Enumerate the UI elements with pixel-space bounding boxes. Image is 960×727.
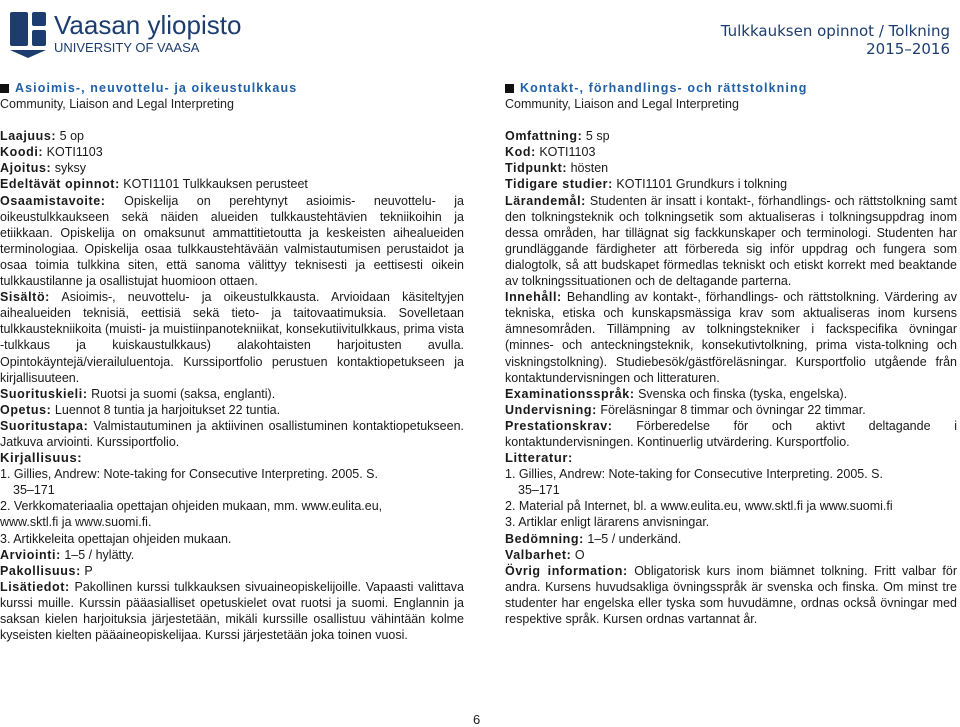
field-prestationskrav: Prestationskrav: Förberedelse för och aktivt deltagande i kontaktundervisningen. Kontinuerlig utvärdering. Kursportfolio.: [505, 418, 957, 449]
field-ovrig-information: Övrig information: Obligatorisk kurs inom biämnet tolkning. Fritt valbar för andra. Kursens huvudsakliga övningsspråk är svenska och finska. Om minst tre studenter har engelska eller tyska som huvudämne, ordnas också övningar med respektive språk. Kursen ordnas vartannat år.: [505, 563, 958, 626]
field-edeltavat: Edeltävät opinnot: KOTI1101 Tulkkauksen perusteet: [0, 177, 308, 192]
literature-item-1: 1. Gillies, Andrew: Note-taking for Consecutive Interpreting. 2005. S.: [0, 467, 378, 482]
field-tidigare-studier: Tidigare studier: KOTI1101 Grundkurs i tolkning: [505, 177, 788, 192]
field-larandemal: Lärandemål: Studenten är insatt i kontakt-, förhandlings- och rättstolkning samt den tolkningsteknik och tolkningsetik som aktualiseras i tolkningsuppdrag inom dessa områden, har tillägnat sig fackkunskaper och terminologi. Studenten har grundläggande färdigheter att förbereda sig inför uppdrag och fungera som dialogtolk, så att budskapet förmedlas tekniskt och etiskt korrekt med beaktande av tolkningssituationen och de deltagande parterna.: [505, 193, 957, 289]
field-kod: Kod: KOTI1103: [505, 145, 596, 160]
course-title-sv: Kontakt-, förhandlings- och rättstolkning: [505, 80, 957, 96]
field-tidpunkt: Tidpunkt: hösten: [505, 161, 609, 176]
header-years: 2015–2016: [866, 40, 950, 58]
header-title-block: [721, 22, 950, 58]
field-osaamistavoite: Osaamistavoite: Opiskelija on perehtynyt asioimis- neuvottelu- ja oikeustulkkaukseen sekä näiden alueiden tulkkaustehtävien tekniikoihin ja etiikkaan. Opiskelija on omaksunut ammattitietoutta ja keskeisten aihealueiden terminologiaa. Opiskelija osaa tulkkaustehtävään valmistautumisen perustaidot ja osaa toimia tulkkina siten, että sanoma välittyy teknisesti ja eettisesti oikein tulkkaustilanne ja osallistujat huomioon ottaen.: [0, 193, 464, 289]
literature-item-1-pages: 35–171: [13, 483, 55, 498]
course-subtitle-en: Community, Liaison and Legal Interpreting: [505, 97, 739, 112]
literature-item-2-cont: www.sktl.fi ja www.suomi.fi.: [0, 515, 152, 530]
field-sisalto: Sisältö: Asioimis-, neuvottelu- ja oikeustulkkausta. Arvioidaan käsiteltyjen aihealueiden teknisiä, eettisiä sekä tieto- ja taitovaatimuksia. Sovelletaan tulkkaustekniikoita (muisti- ja muistiinpanotekniikat, konsekutiivitulkkaus, prima vista -tulkkaus ja kuiskaustulkkaus) alakohtaisten harjoitusten avulla. Opintokäyntejä/vierailuluentoja. Kurssiportfolio perustuen kontaktiopetukseen ja kirjallisuuteen.: [0, 290, 464, 385]
field-bedomning: Bedömning: 1–5 / underkänd.: [505, 531, 682, 546]
field-innehall: Innehåll: Behandling av kontakt-, förhandlings- och rättstolkning. Värdering av tekniska, etiska och kunskapsmässiga krav som aktualiseras inom kursens ämnesområden. Tillämpning av tolkningstekniker i fackspecifika övningar (minnes- och anteckningsteknik, konsekutivtolkning, prima vista-tolkning och viskningstolkning). Studiebesök/gästföreläsningar. Kursportfolio utgående från kontaktundervisningen och litteraturen.: [505, 290, 957, 385]
field-undervisning: Undervisning: Föreläsningar 8 timmar och övningar 22 timmar.: [505, 402, 866, 417]
literature-item-3: 3. Artiklar enligt lärarens anvisningar.: [505, 515, 710, 530]
field-lisatiedot: Lisätiedot: Pakollinen kurssi tulkkauksen sivuaineopiskelijoille. Vapaasti valittava kurssi muille. Kurssin pääasialliset opetuskielet ovat ruotsi ja suomi. Englannin ja saksan kielen harjoituksia järjestetään, mikäli kurssille osallistuu vähintään kolme kyseisten kielten pääaineopiskelijaa. Kurssi järjestetään joka toinen vuosi.: [0, 579, 464, 643]
course-subtitle-en: Community, Liaison and Legal Interpreting: [0, 97, 234, 112]
left-column: [0, 80, 464, 643]
literature-item-2: 2. Verkkomateriaalia opettajan ohjeiden mukaan, mm. www.eulita.eu,: [0, 499, 383, 514]
field-pakollisuus: Pakollisuus: P: [0, 563, 93, 578]
field-laajuus: Laajuus: 5 op: [0, 129, 85, 144]
field-valbarhet: Valbarhet: O: [505, 547, 585, 562]
field-suorituskieli: Suorituskieli: Ruotsi ja suomi (saksa, englanti).: [0, 386, 276, 401]
literature-item-3: 3. Artikkeleita opettajan ohjeiden mukaan.: [0, 531, 232, 546]
header-title: Tulkkauksen opinnot / Tolkning: [720, 22, 950, 40]
page-header: [0, 0, 960, 68]
logo-name: Vaasan yliopisto: [54, 10, 242, 40]
field-ajoitus: Ajoitus: syksy: [0, 161, 87, 176]
field-arviointi: Arviointi: 1–5 / hylätty.: [0, 547, 135, 562]
literature-item-1-pages: 35–171: [518, 483, 560, 498]
logo-subtitle: UNIVERSITY OF VAASA: [54, 40, 200, 55]
field-suoritustapa: Suoritustapa: Valmistautuminen ja aktiivinen osallistuminen kontaktiopetukseen. Jatkuva arviointi. Kurssiportfolio.: [0, 418, 464, 449]
field-koodi: Koodi: KOTI1103: [0, 145, 103, 160]
field-kirjallisuus: Kirjallisuus:: [0, 450, 83, 466]
square-bullet-icon: [0, 84, 9, 93]
field-litteratur: Litteratur:: [505, 450, 573, 466]
literature-item-1: 1. Gillies, Andrew: Note-taking for Consecutive Interpreting. 2005. S.: [505, 467, 883, 482]
field-omfattning: Omfattning: 5 sp: [505, 129, 610, 144]
field-examinationssprak: Examinationsspråk: Svenska och finska (tyska, engelska).: [505, 386, 848, 401]
page-number: 6: [473, 712, 481, 727]
literature-item-2: 2. Material på Internet, bl. a www.eulita.eu, www.sktl.fi ja www.suomi.fi: [505, 499, 893, 514]
field-opetus: Opetus: Luennot 8 tuntia ja harjoitukset 22 tuntia.: [0, 402, 281, 417]
course-title-fi: Asioimis-, neuvottelu- ja oikeustulkkaus: [0, 80, 464, 96]
square-bullet-icon: [505, 84, 514, 93]
right-column: [505, 80, 957, 627]
university-logo: [10, 10, 280, 58]
